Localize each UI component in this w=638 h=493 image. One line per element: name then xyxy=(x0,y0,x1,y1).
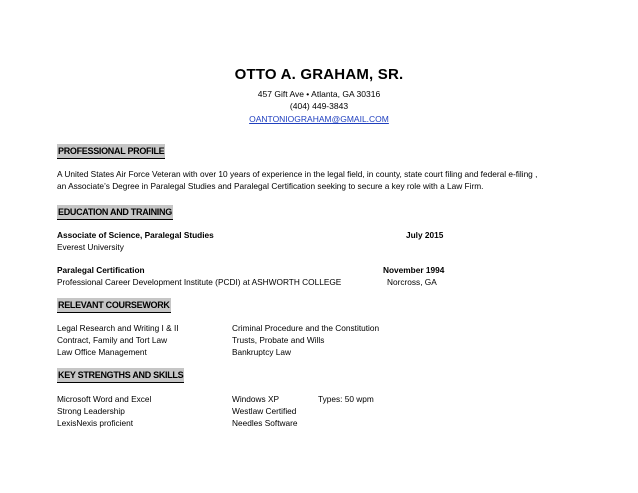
certification-school: Professional Career Development Institute (PCDI) at ASHWORTH COLLEGE xyxy=(57,277,342,287)
applicant-name: OTTO A. GRAHAM, SR. xyxy=(234,66,404,83)
course-item: Law Office Management xyxy=(57,347,147,357)
degree-school: Everest University xyxy=(57,242,124,252)
profile-heading: PROFESSIONAL PROFILE xyxy=(57,144,165,159)
certification-title: Paralegal Certification xyxy=(57,265,145,275)
degree-title: Associate of Science, Paralegal Studies xyxy=(57,230,214,240)
education-heading: EDUCATION AND TRAINING xyxy=(57,205,173,220)
skill-item: Needles Software xyxy=(232,418,298,428)
course-item: Criminal Procedure and the Constitution xyxy=(232,323,380,333)
skill-item: Westlaw Certified xyxy=(232,406,297,416)
skills-heading: KEY STRENGTHS AND SKILLS xyxy=(57,368,184,383)
typing-speed: Types: 50 wpm xyxy=(318,394,374,404)
skill-item: Strong Leadership xyxy=(57,406,125,416)
degree-date: July 2015 xyxy=(406,230,444,240)
course-item: Trusts, Probate and Wills xyxy=(232,335,325,345)
coursework-heading: RELEVANT COURSEWORK xyxy=(57,298,171,313)
skill-item: Windows XP xyxy=(232,394,280,404)
profile-line-2: an Associate’s Degree in Paralegal Studies and Paralegal Certification seeking to secure a key role with a Law Firm. xyxy=(57,181,484,191)
certification-location: Norcross, GA xyxy=(387,277,437,287)
address: 457 Gift Ave • Atlanta, GA 30316 xyxy=(257,89,381,99)
course-item: Legal Research and Writing I & II xyxy=(57,323,179,333)
profile-line-1: A United States Air Force Veteran with over 10 years of experience in the legal field, in county, state court filing and federal e-filing , xyxy=(57,169,538,179)
phone-number: (404) 449-3843 xyxy=(289,101,349,111)
certification-date: November 1994 xyxy=(383,265,445,275)
email-link[interactable]: OANTONIOGRAHAM@GMAIL.COM xyxy=(249,114,389,124)
skill-item: Microsoft Word and Excel xyxy=(57,394,152,404)
course-item: Bankruptcy Law xyxy=(232,347,292,357)
course-item: Contract, Family and Tort Law xyxy=(57,335,168,345)
skill-item: LexisNexis proficient xyxy=(57,418,134,428)
